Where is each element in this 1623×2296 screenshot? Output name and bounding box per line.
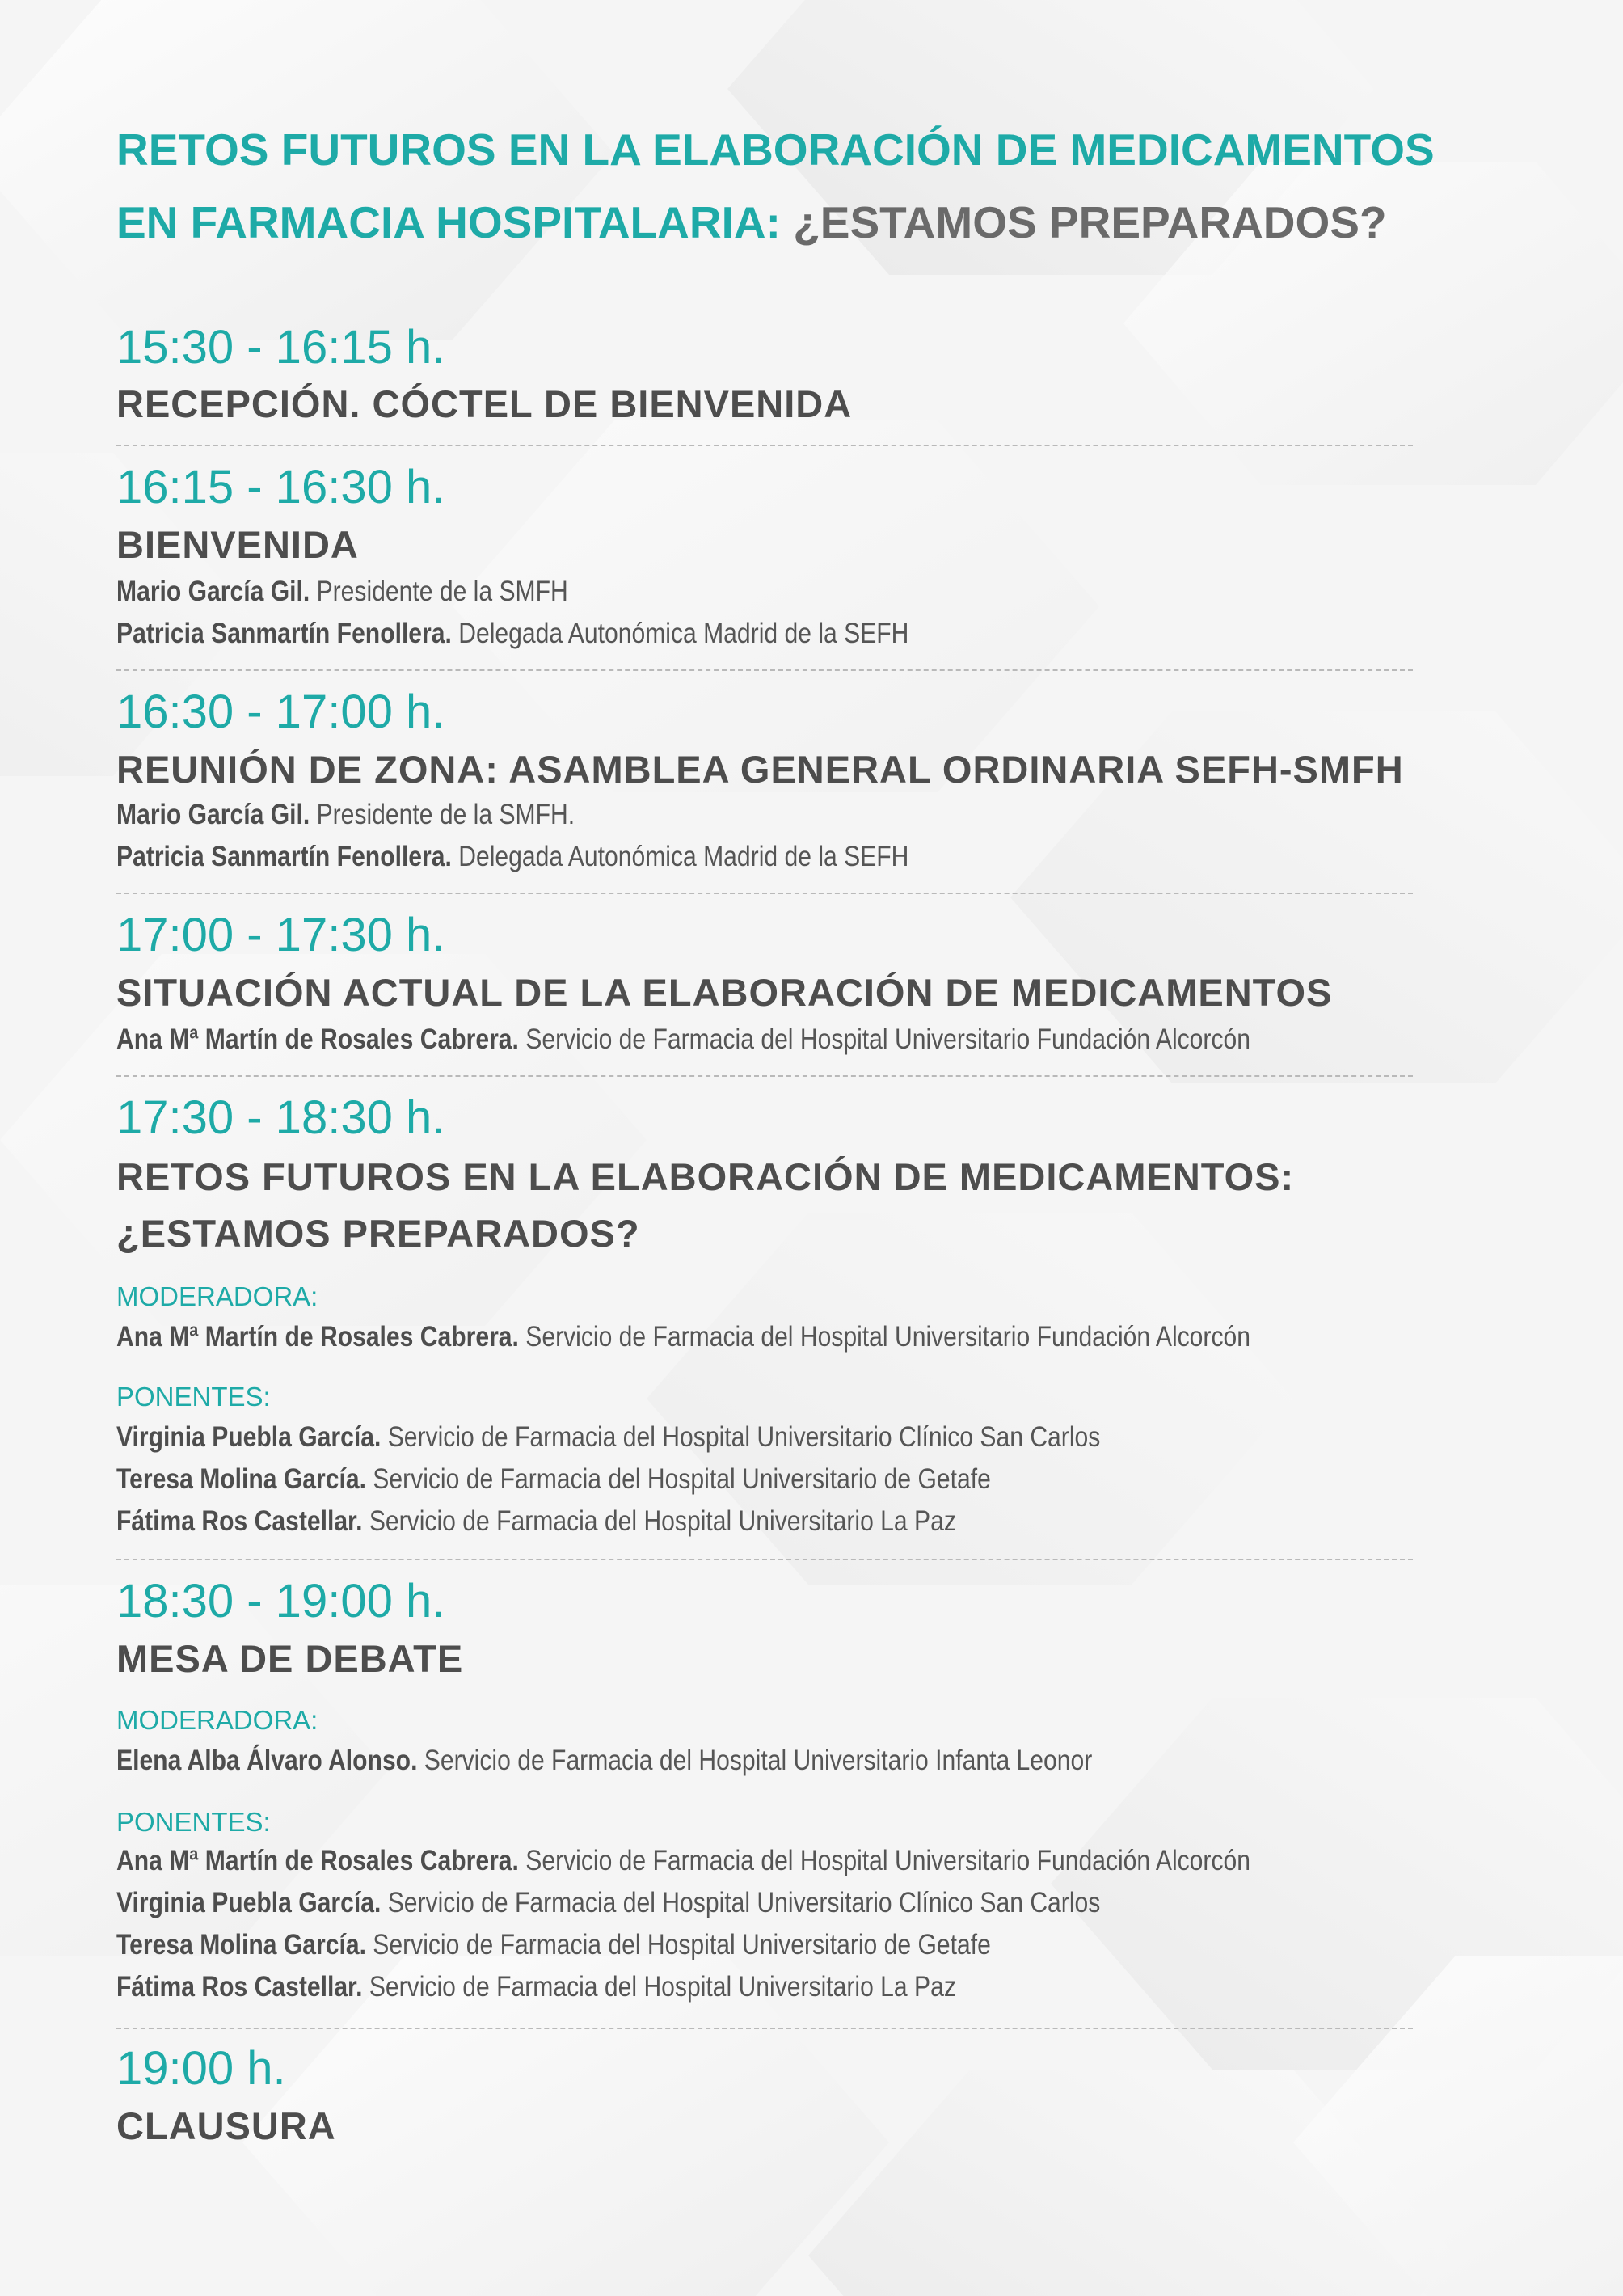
participant-affiliation: Servicio de Farmacia del Hospital Universitario Infanta Leonor	[417, 1745, 1093, 1776]
title-line-2	[116, 186, 1539, 259]
participant-name: Patricia Sanmartín Fenollera.	[116, 841, 452, 872]
page-title	[116, 113, 1539, 259]
participant-name: Teresa Molina García.	[116, 1929, 366, 1960]
participant-name: Ana Mª Martín de Rosales Cabrera.	[116, 1321, 519, 1353]
session-title: CLAUSURA	[116, 2104, 336, 2147]
participant-affiliation: Servicio de Farmacia del Hospital Universitario La Paz	[362, 1505, 956, 1537]
session-title: BIENVENIDA	[116, 523, 359, 566]
participant-affiliation: Servicio de Farmacia del Hospital Universitario Fundación Alcorcón	[518, 1845, 1250, 1876]
divider	[116, 893, 1413, 894]
speakers-label: PONENTES:	[116, 1382, 271, 1412]
session-time: 15:30 - 16:15 h.	[116, 321, 445, 374]
session-title-line-1: RETOS FUTUROS EN LA ELABORACIÓN DE MEDICAMENTOS:	[116, 1155, 1295, 1198]
session-time: 16:15 - 16:30 h.	[116, 461, 445, 513]
participant-name: Teresa Molina García.	[116, 1463, 366, 1495]
session-time: 18:30 - 19:00 h.	[116, 1575, 445, 1627]
speaker	[116, 1969, 956, 2005]
participant-affiliation: Servicio de Farmacia del Hospital Universitario La Paz	[362, 1971, 956, 2003]
participant-affiliation: Servicio de Farmacia del Hospital Universitario Clínico San Carlos	[381, 1887, 1101, 1918]
participant-name: Virginia Puebla García.	[116, 1421, 382, 1453]
participant	[116, 1022, 1250, 1057]
participant-affiliation: Servicio de Farmacia del Hospital Universitario Clínico San Carlos	[381, 1421, 1101, 1453]
moderator-label: MODERADORA:	[116, 1705, 318, 1735]
participant-affiliation: Delegada Autonómica Madrid de la SEFH	[451, 618, 909, 649]
participant-affiliation: Servicio de Farmacia del Hospital Universitario de Getafe	[365, 1463, 991, 1495]
participant-name: Virginia Puebla García.	[116, 1887, 382, 1918]
participant-name: Elena Alba Álvaro Alonso.	[116, 1745, 418, 1776]
participant-affiliation: Servicio de Farmacia del Hospital Universitario Fundación Alcorcón	[518, 1023, 1250, 1055]
participant-name: Mario García Gil.	[116, 576, 310, 607]
moderator-label: MODERADORA:	[116, 1281, 318, 1311]
speaker	[116, 1504, 956, 1539]
session-title: RECEPCIÓN. CÓCTEL DE BIENVENIDA	[116, 382, 853, 425]
speaker	[116, 1927, 991, 1963]
speaker	[116, 1885, 1100, 1921]
participant-name: Fátima Ros Castellar.	[116, 1971, 363, 2003]
divider	[116, 2028, 1413, 2029]
session-title: REUNIÓN DE ZONA: ASAMBLEA GENERAL ORDINARIA SEFH-SMFH	[116, 748, 1404, 791]
participant-affiliation: Presidente de la SMFH.	[310, 799, 575, 830]
session-time: 17:30 - 18:30 h.	[116, 1091, 445, 1144]
participant	[116, 574, 568, 610]
title-line-2-gray: ¿ESTAMOS PREPARADOS?	[793, 197, 1387, 247]
speaker	[116, 1420, 1100, 1455]
participant	[116, 616, 908, 652]
moderator	[116, 1319, 1250, 1355]
participant-name: Ana Mª Martín de Rosales Cabrera.	[116, 1845, 519, 1876]
session-title-line-2: ¿ESTAMOS PREPARADOS?	[116, 1212, 640, 1255]
session-time: 17:00 - 17:30 h.	[116, 909, 445, 961]
divider	[116, 1559, 1413, 1560]
speakers-label: PONENTES:	[116, 1807, 271, 1837]
participant	[116, 839, 908, 875]
participant-name: Fátima Ros Castellar.	[116, 1505, 363, 1537]
participant-affiliation: Servicio de Farmacia del Hospital Universitario de Getafe	[365, 1929, 991, 1960]
participant-name: Ana Mª Martín de Rosales Cabrera.	[116, 1023, 519, 1055]
participant-affiliation: Delegada Autonómica Madrid de la SEFH	[451, 841, 909, 872]
divider	[116, 1075, 1413, 1077]
session-time: 16:30 - 17:00 h.	[116, 686, 445, 738]
participant-name: Mario García Gil.	[116, 799, 310, 830]
participant-affiliation: Presidente de la SMFH	[310, 576, 568, 607]
session-time: 19:00 h.	[116, 2042, 286, 2095]
divider	[116, 445, 1413, 446]
session-title: MESA DE DEBATE	[116, 1637, 464, 1680]
participant-name: Patricia Sanmartín Fenollera.	[116, 618, 452, 649]
participant-affiliation: Servicio de Farmacia del Hospital Universitario Fundación Alcorcón	[518, 1321, 1250, 1353]
speaker	[116, 1843, 1250, 1879]
moderator	[116, 1743, 1092, 1779]
title-line-1: RETOS FUTUROS EN LA ELABORACIÓN DE MEDICAMENTOS	[116, 125, 1435, 175]
divider	[116, 669, 1413, 671]
speaker	[116, 1462, 991, 1497]
participant	[116, 797, 575, 833]
session-title: SITUACIÓN ACTUAL DE LA ELABORACIÓN DE MEDICAMENTOS	[116, 971, 1333, 1014]
title-line-2-teal: EN FARMACIA HOSPITALARIA:	[116, 197, 794, 247]
